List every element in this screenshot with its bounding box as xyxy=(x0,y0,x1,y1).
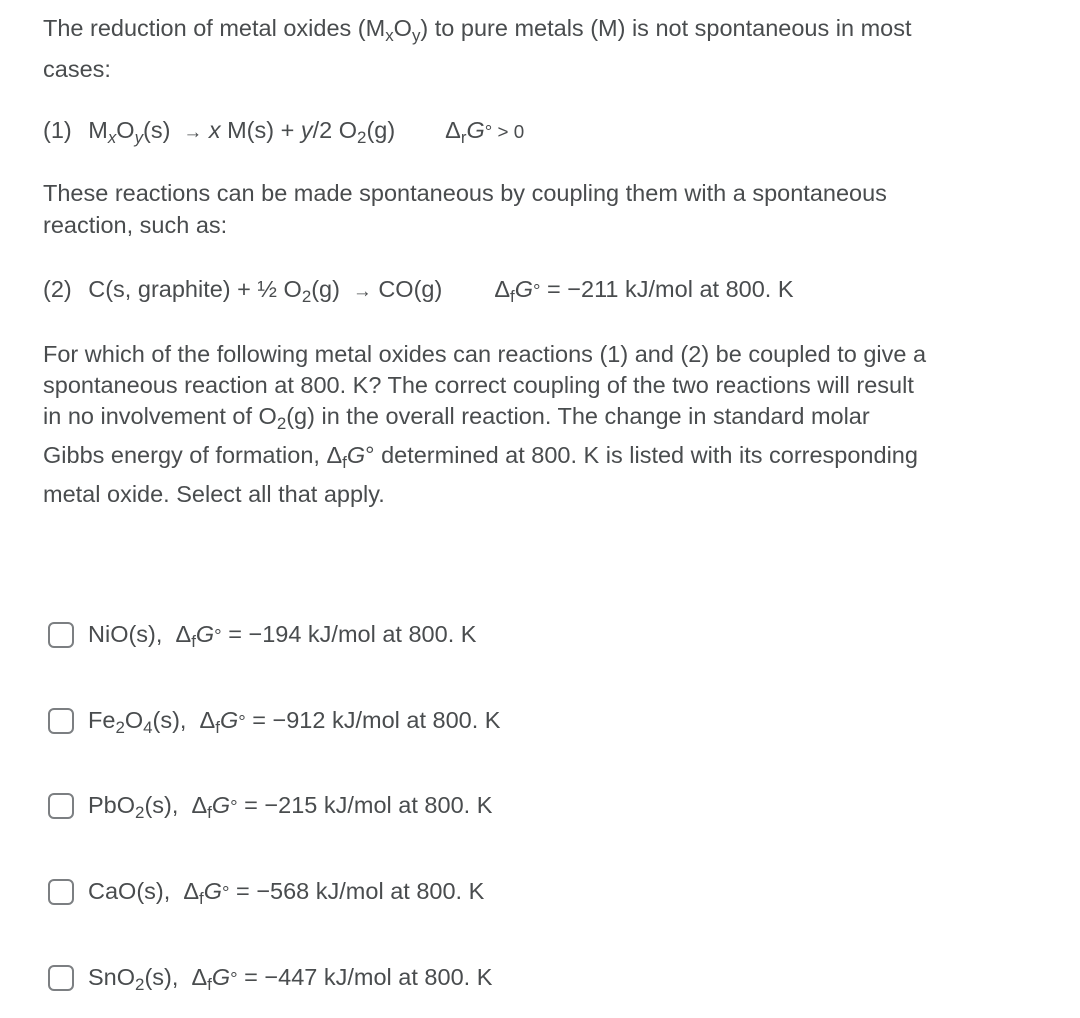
r1-g: G xyxy=(466,117,485,143)
checkbox[interactable] xyxy=(48,708,74,734)
formula: CaO xyxy=(88,878,137,905)
r1-o: O xyxy=(116,117,135,143)
std: ° xyxy=(214,625,222,647)
r1-gas: (g) xyxy=(366,117,396,143)
r1-m: M xyxy=(88,117,108,143)
arrow-icon: → xyxy=(183,121,203,142)
option-nio[interactable] xyxy=(48,621,477,652)
formula: NiO xyxy=(88,621,129,648)
r1-condition: > 0 xyxy=(492,121,525,142)
formula-tail: O xyxy=(124,707,144,734)
option-cao[interactable] xyxy=(48,878,485,909)
option-fe2o4[interactable] xyxy=(48,707,501,738)
state: (s), xyxy=(136,878,177,905)
delta-symbol: Δ xyxy=(494,276,511,302)
g: G xyxy=(211,964,231,991)
formula-sub-2: 4 xyxy=(143,718,153,738)
delta-sub: f xyxy=(215,718,220,738)
value: = −447 kJ/mol at 800. K xyxy=(237,964,493,991)
r2-o2-sub: 2 xyxy=(301,287,312,307)
checkbox[interactable] xyxy=(48,622,74,648)
delta-sub: f xyxy=(207,975,212,995)
intro-o: O xyxy=(393,15,412,41)
reaction-1 xyxy=(43,117,525,148)
formula: Fe xyxy=(88,707,116,734)
state: (s), xyxy=(144,964,185,991)
q4-pre: Gibbs energy of formation, Δ xyxy=(43,442,343,468)
g: G xyxy=(219,707,239,734)
state: (s), xyxy=(144,792,185,819)
std: ° xyxy=(238,711,246,733)
r2-product: CO(g) xyxy=(378,276,443,302)
r1-product: M(s) + xyxy=(220,117,301,143)
formula-sub: 2 xyxy=(135,803,145,823)
reaction-2 xyxy=(43,276,794,307)
r1-half-o: /2 O xyxy=(312,117,358,143)
r2-value: = −211 kJ/mol at 800. K xyxy=(540,276,794,302)
option-label xyxy=(88,878,485,909)
delta-symbol: Δ xyxy=(191,964,208,991)
checkbox[interactable] xyxy=(48,879,74,905)
delta-sub: f xyxy=(199,889,204,909)
std: ° xyxy=(230,968,238,990)
reaction-2-label: (2) xyxy=(43,276,72,302)
question-line-1: For which of the following metal oxides can reactions (1) and (2) be coupled to give a xyxy=(43,341,927,367)
delta-symbol: Δ xyxy=(183,878,200,905)
option-label xyxy=(88,964,493,995)
std: ° xyxy=(222,882,230,904)
r1-sub-y: y xyxy=(134,128,144,148)
q4-g: G xyxy=(346,442,366,468)
value: = −194 kJ/mol at 800. K xyxy=(221,621,477,648)
delta-symbol: Δ xyxy=(175,621,192,648)
r2-reactants: C(s, graphite) + ½ O xyxy=(88,276,302,302)
value: = −568 kJ/mol at 800. K xyxy=(229,878,485,905)
std: ° xyxy=(230,796,238,818)
coupling-line-1: These reactions can be made spontaneous by coupling them with a spontaneous xyxy=(43,180,887,206)
subscript-y: y xyxy=(411,26,421,46)
question-line-5: metal oxide. Select all that apply. xyxy=(43,481,385,507)
option-label xyxy=(88,707,501,738)
r1-sub-x: x xyxy=(107,128,117,148)
r1-std: ° xyxy=(484,121,493,142)
option-label xyxy=(88,621,477,652)
r1-o2-sub: 2 xyxy=(357,128,367,148)
question-line-2: spontaneous reaction at 800. K? The correct coupling of the two reactions will result xyxy=(43,372,914,398)
delta-symbol: Δ xyxy=(445,117,461,143)
r1-state: (s) xyxy=(143,117,171,143)
option-label xyxy=(88,792,493,823)
r2-std: ° xyxy=(533,280,541,301)
delta-sub: f xyxy=(191,632,196,652)
option-pbo2[interactable] xyxy=(48,792,493,823)
state: (s), xyxy=(152,707,193,734)
q3-pre: in no involvement of O xyxy=(43,403,277,429)
r2-delta-sub: f xyxy=(510,287,515,307)
r2-g: G xyxy=(514,276,533,302)
q4-post: ° determined at 800. K is listed with its corresponding xyxy=(365,442,918,468)
r1-coef-x: x xyxy=(208,117,221,143)
r1-delta-sub: r xyxy=(460,128,467,148)
delta-sub: f xyxy=(207,803,212,823)
r1-coef-y: y xyxy=(300,117,313,143)
q3-post: (g) in the overall reaction. The change in standard molar xyxy=(286,403,870,429)
intro-line-1 xyxy=(43,15,912,46)
formula: PbO xyxy=(88,792,136,819)
value: = −215 kJ/mol at 800. K xyxy=(237,792,493,819)
state: (s), xyxy=(128,621,169,648)
checkbox[interactable] xyxy=(48,965,74,991)
formula-sub: 2 xyxy=(115,718,125,738)
coupling-line-2: reaction, such as: xyxy=(43,212,228,238)
question-line-4 xyxy=(43,442,918,473)
intro-line-2: cases: xyxy=(43,56,111,82)
q3-sub: 2 xyxy=(276,414,287,434)
intro-text-end: ) to pure metals (M) is not spontaneous in most xyxy=(420,15,912,41)
q4-sub: f xyxy=(342,453,347,473)
value: = −912 kJ/mol at 800. K xyxy=(245,707,501,734)
subscript-x: x xyxy=(385,26,394,46)
checkbox[interactable] xyxy=(48,793,74,819)
option-sno2[interactable] xyxy=(48,964,493,995)
delta-symbol: Δ xyxy=(199,707,216,734)
formula-sub: 2 xyxy=(135,975,145,995)
g: G xyxy=(203,878,223,905)
reaction-1-label: (1) xyxy=(43,117,72,143)
g: G xyxy=(195,621,215,648)
delta-symbol: Δ xyxy=(191,792,208,819)
r2-gas: (g) xyxy=(311,276,340,302)
arrow-icon: → xyxy=(353,280,372,301)
intro-text: The reduction of metal oxides (M xyxy=(43,15,386,41)
g: G xyxy=(211,792,231,819)
question-line-3 xyxy=(43,403,870,434)
formula: SnO xyxy=(88,964,136,991)
